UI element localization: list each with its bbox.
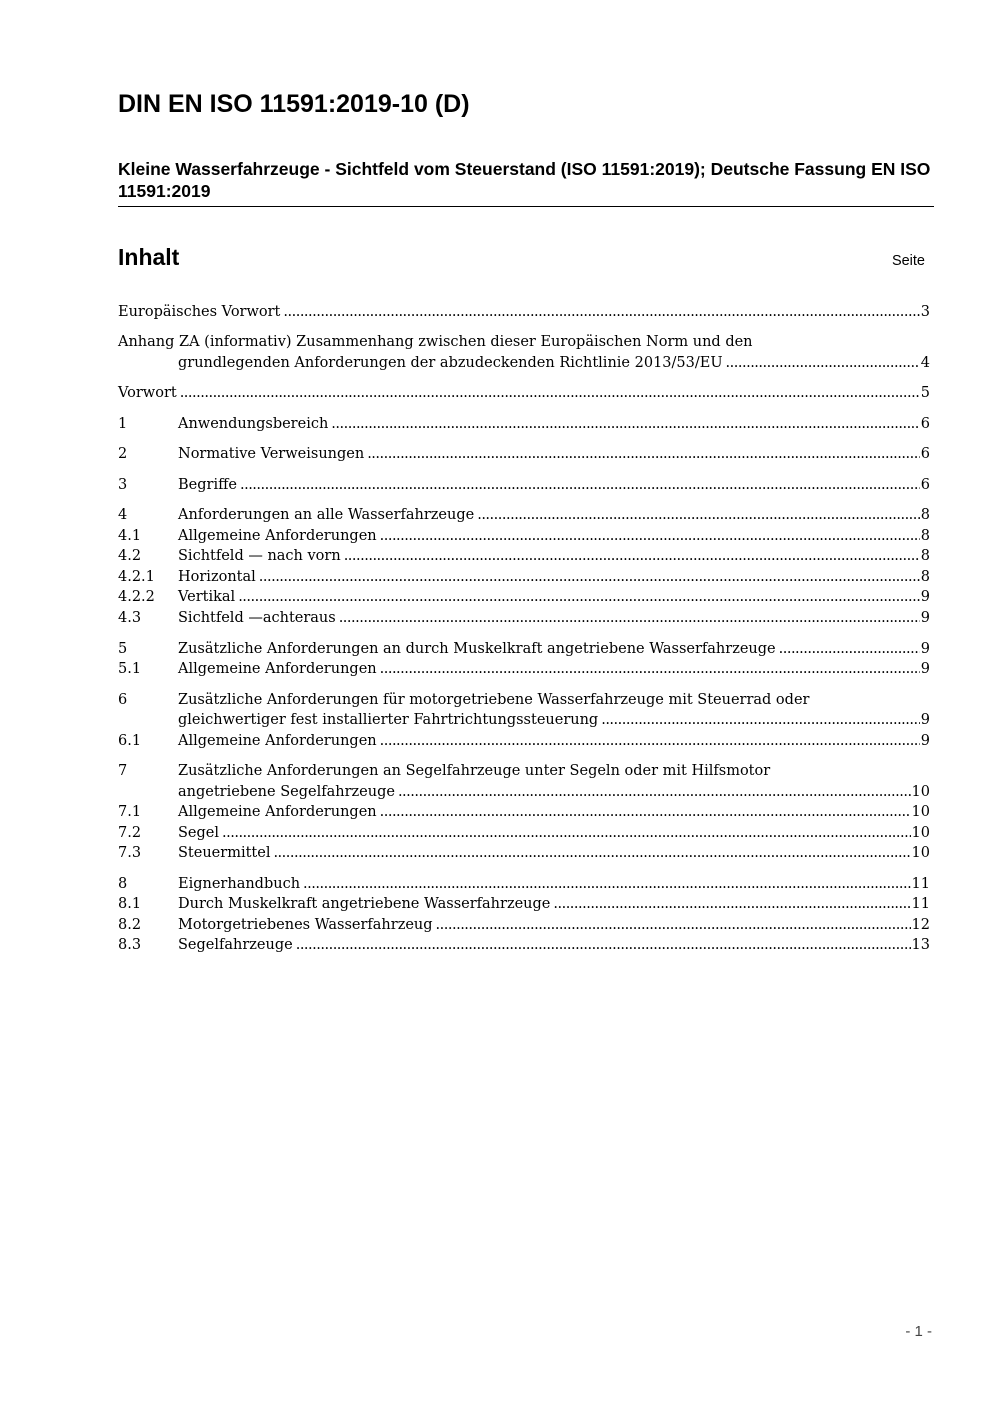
- toc-entry-title-cont: gleichwertiger fest installierter Fahrtrichtungssteuerung: [178, 712, 599, 728]
- toc-entry-4-2[interactable]: [118, 546, 930, 567]
- toc-entry-number: 8.3: [118, 937, 142, 953]
- toc-entry-4-1[interactable]: [118, 526, 930, 547]
- toc-entry-number: 8: [118, 876, 128, 892]
- toc-entry-page: 6: [920, 477, 930, 493]
- toc-entry-4-2-1[interactable]: [118, 567, 930, 588]
- toc-entry-page: 12: [911, 917, 930, 933]
- toc-entry-title: Motorgetriebenes Wasserfahrzeug: [178, 917, 433, 933]
- toc-entry-title: Zusätzliche Anforderungen an durch Muskelkraft angetriebene Wasserfahrzeuge: [178, 641, 776, 657]
- toc-entry-7-2[interactable]: [118, 823, 930, 844]
- toc-entry-number: 4: [118, 507, 128, 523]
- page-number: - 1 -: [905, 1323, 932, 1340]
- toc-entry-8-3[interactable]: [118, 935, 930, 956]
- toc-entry-title: Allgemeine Anforderungen: [178, 733, 377, 749]
- dot-leader: [380, 802, 911, 823]
- toc-entry-page: 8: [920, 507, 930, 523]
- toc-entry-8[interactable]: [118, 874, 930, 895]
- dot-leader: [222, 823, 911, 844]
- dot-leader: [477, 505, 920, 526]
- dot-leader: [273, 843, 910, 864]
- toc-entry-page: 5: [920, 385, 930, 401]
- dot-leader: [283, 302, 919, 323]
- toc-entry-number: 4.1: [118, 528, 142, 544]
- toc-entry-page: 6: [920, 416, 930, 432]
- toc-entry-6-line2[interactable]: [118, 710, 930, 731]
- toc-entry-anhang-za-line2[interactable]: [118, 353, 930, 374]
- dot-leader: [380, 731, 920, 752]
- document-title: Kleine Wasserfahrzeuge - Sichtfeld vom Steuerstand (ISO 11591:2019); Deutsche Fassung EN ISO 11591:2019: [118, 159, 931, 201]
- dot-leader: [259, 567, 920, 588]
- toc-entry-7-3[interactable]: [118, 843, 930, 864]
- toc-entry-number: 2: [118, 446, 128, 462]
- toc-entry-page: 8: [920, 569, 930, 585]
- toc-entry-page: 6: [920, 446, 930, 462]
- toc-entry-title-cont: grundlegenden Anforderungen der abzudeckenden Richtlinie 2013/53/EU: [178, 355, 723, 371]
- toc-entry-5-1[interactable]: [118, 659, 930, 680]
- toc-entry-7-1[interactable]: [118, 802, 930, 823]
- toc-entry-number: 4.2: [118, 548, 142, 564]
- toc-entry-number: 7.3: [118, 845, 142, 861]
- toc-entry-number: 7: [118, 763, 128, 779]
- toc-entry-title: Allgemeine Anforderungen: [178, 528, 377, 544]
- toc-entry-2[interactable]: [118, 444, 930, 465]
- toc-entry-5[interactable]: [118, 639, 930, 660]
- toc-entry-number: 3: [118, 477, 128, 493]
- toc-entry-number: 1: [118, 416, 128, 432]
- toc-entry-number: 4.2.2: [118, 589, 155, 605]
- toc-entry-7-line2[interactable]: [118, 782, 930, 803]
- dot-leader: [380, 526, 920, 547]
- toc-entry-title: Steuermittel: [178, 845, 271, 861]
- dot-leader: [238, 587, 920, 608]
- toc-entry-number: 8.2: [118, 917, 142, 933]
- toc-entry-title: Vertikal: [178, 589, 236, 605]
- toc-entry-3[interactable]: [118, 475, 930, 496]
- toc-entry-page: 3: [920, 304, 930, 320]
- toc-entry-page: 9: [920, 589, 930, 605]
- toc-entry-title: Eignerhandbuch: [178, 876, 301, 892]
- dot-leader: [779, 639, 920, 660]
- toc-entry-title: Allgemeine Anforderungen: [178, 804, 377, 820]
- toc-entry-title: Segel: [178, 825, 220, 841]
- toc-entry-page: 13: [911, 937, 930, 953]
- toc-entry-page: 9: [920, 712, 930, 728]
- toc-entry-page: 4: [920, 355, 930, 371]
- toc-entry-page: 11: [911, 876, 930, 892]
- dot-leader: [296, 935, 911, 956]
- toc-entry-title: Durch Muskelkraft angetriebene Wasserfahrzeuge: [178, 896, 551, 912]
- toc-entry-vorwort[interactable]: [118, 383, 930, 404]
- toc-entry-title: Anforderungen an alle Wasserfahrzeuge: [178, 507, 475, 523]
- toc-entry-page: 9: [920, 733, 930, 749]
- toc-entry-number: 6.1: [118, 733, 142, 749]
- dot-leader: [398, 782, 911, 803]
- toc-entry-number: 7.2: [118, 825, 142, 841]
- dot-leader: [344, 546, 920, 567]
- dot-leader: [367, 444, 920, 465]
- toc-entry-1[interactable]: [118, 414, 930, 435]
- toc-entry-number: 5.1: [118, 661, 142, 677]
- dot-leader: [240, 475, 920, 496]
- toc-page-label: Seite: [891, 253, 925, 269]
- toc-entry-page: 10: [911, 804, 930, 820]
- document-id: DIN EN ISO 11591:2019-10 (D): [118, 90, 470, 118]
- toc-entry-title-cont: angetriebene Segelfahrzeuge: [178, 784, 395, 800]
- dot-leader: [180, 383, 920, 404]
- toc-entry-title: Zusätzliche Anforderungen an Segelfahrzeuge unter Segeln oder mit Hilfsmotor: [178, 763, 771, 779]
- toc-entry-number: 4.2.1: [118, 569, 155, 585]
- toc-entry-page: 10: [911, 845, 930, 861]
- toc-entry-number: 6: [118, 692, 128, 708]
- toc-entry-title: Anhang ZA (informativ) Zusammenhang zwischen dieser Europäischen Norm und den: [118, 334, 753, 350]
- toc-entry-title: Vorwort: [118, 385, 177, 401]
- toc-entry-number: 4.3: [118, 610, 142, 626]
- toc-entry-page: 8: [920, 528, 930, 544]
- toc-entry-8-2[interactable]: [118, 915, 930, 936]
- toc-entry-title: Horizontal: [178, 569, 256, 585]
- dot-leader: [601, 710, 920, 731]
- toc-entry-7-line1[interactable]: [118, 761, 930, 782]
- toc-entry-page: 9: [920, 641, 930, 657]
- dot-leader: [303, 874, 911, 895]
- toc-entry-6-1[interactable]: [118, 731, 930, 752]
- toc-entry-page: 9: [920, 610, 930, 626]
- dot-leader: [553, 894, 910, 915]
- toc-entry-4-3[interactable]: [118, 608, 930, 629]
- dot-leader: [436, 915, 911, 936]
- toc-entry-title: Allgemeine Anforderungen: [178, 661, 377, 677]
- dot-leader: [726, 353, 920, 374]
- toc-entry-title: Begriffe: [178, 477, 237, 493]
- title-divider: [118, 206, 934, 207]
- toc-entry-page: 9: [920, 661, 930, 677]
- toc-entry-4[interactable]: [118, 505, 930, 526]
- toc-entry-page: 10: [911, 784, 930, 800]
- toc-entry-title: Normative Verweisungen: [178, 446, 365, 462]
- toc-entry-number: 7.1: [118, 804, 142, 820]
- toc-entry-number: 5: [118, 641, 128, 657]
- toc-entry-title: Anwendungsbereich: [178, 416, 329, 432]
- toc-entry-title: Sichtfeld —achteraus: [178, 610, 336, 626]
- toc-entry-vorwort-eu[interactable]: [118, 302, 930, 323]
- toc-entry-title: Sichtfeld — nach vorn: [178, 548, 341, 564]
- dot-leader: [339, 608, 920, 629]
- toc-entry-title: Segelfahrzeuge: [178, 937, 293, 953]
- toc-entry-title: Europäisches Vorwort: [118, 304, 281, 320]
- dot-leader: [380, 659, 920, 680]
- toc-entry-title: Zusätzliche Anforderungen für motorgetriebene Wasserfahrzeuge mit Steuerrad oder: [178, 692, 810, 708]
- toc-entry-page: 10: [911, 825, 930, 841]
- toc-entry-6-line1[interactable]: [118, 690, 930, 711]
- toc-entry-8-1[interactable]: [118, 894, 930, 915]
- toc-heading: Inhalt: [118, 244, 180, 270]
- toc-entry-number: 8.1: [118, 896, 142, 912]
- toc-entry-page: 11: [911, 896, 930, 912]
- dot-leader: [331, 414, 919, 435]
- toc-entry-anhang-za-line1[interactable]: [118, 332, 930, 353]
- toc-entry-4-2-2[interactable]: [118, 587, 930, 608]
- toc-entry-page: 8: [920, 548, 930, 564]
